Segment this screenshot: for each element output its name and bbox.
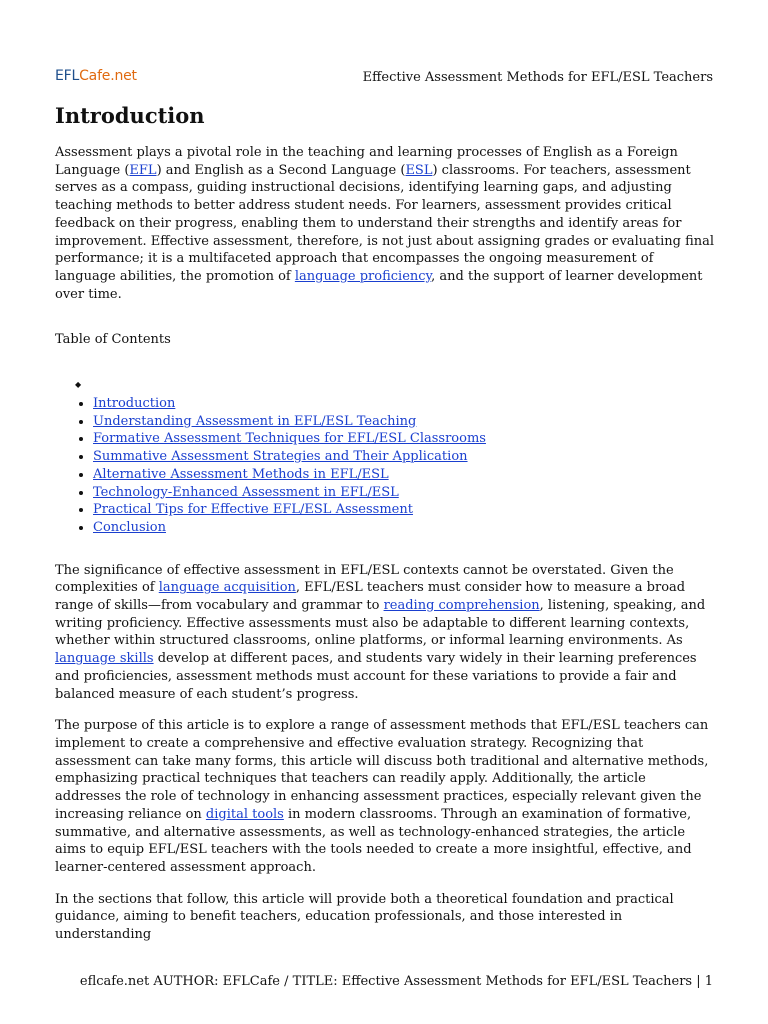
header-document-title: Effective Assessment Methods for EFL/ESL Teachers	[362, 70, 713, 85]
logo-text-cafe: Cafe.net	[79, 68, 137, 84]
article-body	[55, 144, 715, 958]
toc-item	[93, 466, 715, 484]
toc-link-practical-tips[interactable]: Practical Tips for Effective EFL/ESL Assessment	[93, 502, 413, 518]
language-skills-link[interactable]: language skills	[55, 651, 154, 667]
language-acquisition-link[interactable]: language acquisition	[158, 580, 296, 596]
site-logo[interactable]	[55, 68, 137, 84]
esl-link[interactable]: ESL	[405, 162, 433, 178]
toc-link-introduction[interactable]: Introduction	[93, 396, 176, 412]
intro-text-1: Assessment plays a pivotal role in the teaching and learning processes of English as a Foreign Language (	[55, 145, 678, 178]
toc-link-technology-enhanced[interactable]: Technology-Enhanced Assessment in EFL/ESL	[93, 484, 399, 500]
toc-toggle[interactable]	[75, 371, 715, 395]
language-proficiency-link[interactable]: language proficiency	[294, 268, 432, 284]
digital-tools-link[interactable]: digital tools	[205, 806, 284, 822]
toc-link-alternative-assessment[interactable]: Alternative Assessment Methods in EFL/ESL	[93, 466, 389, 482]
toc-item	[93, 395, 715, 413]
intro-text-4: , and the support of learner development over time.	[55, 268, 703, 302]
efl-link[interactable]: EFL	[129, 162, 157, 178]
intro-paragraph	[55, 144, 715, 303]
toc-item	[93, 501, 715, 519]
para2-text-2: , EFL/ESL teachers must consider how to measure a broad range of skills—from vocabulary and grammar to	[55, 580, 686, 614]
toc-toggle-icon: ◆	[75, 380, 82, 390]
purpose-paragraph	[55, 717, 715, 876]
toc-item	[93, 448, 715, 466]
para3-text-1: The purpose of this article is to explore a range of assessment methods that EFL/ESL teachers can implement to create a comprehensive and effective evaluation strategy. Recognizing that assessment can take many forms, this article will discuss both traditional and alternative methods, emphasizing practical techniques that teachers can readily apply. Additionally, the article addresses the role of technology in enhancing assessment practices, especially relevant given the increasing reliance on	[55, 718, 709, 822]
reading-comprehension-link[interactable]: reading comprehension	[383, 598, 540, 614]
toc-label: Table of Contents	[55, 332, 171, 348]
toc-item	[93, 430, 715, 448]
toc-item	[93, 484, 715, 502]
page-header	[55, 66, 713, 90]
toc-link-summative-assessment[interactable]: Summative Assessment Strategies and Their Application	[93, 449, 468, 465]
para2-text-4: develop at different paces, and students vary widely in their learning preferences and proficiencies, assessment methods must account for these variations to provide a fair and balanced measure of each student’s progress.	[55, 651, 697, 702]
para2-text-1: The significance of effective assessment in EFL/ESL contexts cannot be overstated. Given the complexities of	[55, 562, 674, 596]
significance-paragraph	[55, 562, 715, 704]
toc-item	[93, 519, 715, 537]
toc-link-understanding-assessment[interactable]: Understanding Assessment in EFL/ESL Teaching	[93, 413, 417, 429]
para3-text-2: in modern classrooms. Through an examination of formative, summative, and alternative assessments, as well as technology-enhanced strategies, the article aims to equip EFL/ESL teachers with the tools needed to create a more insightful, effective, and learner-centered assessment approach.	[55, 806, 692, 875]
para2-text-3: , listening, speaking, and writing proficiency. Effective assessments must also be adaptable to different learning contexts, whether within structured classrooms, online platforms, or informal learning environments. As	[55, 598, 706, 649]
table-of-contents	[55, 371, 715, 537]
sections-paragraph: In the sections that follow, this article will provide both a theoretical foundation and practical guidance, aiming to benefit teachers, education professionals, and those interested in understanding	[55, 891, 674, 943]
intro-text-2: ) and English as a Second Language (	[156, 162, 406, 178]
logo-text-efl: EFL	[55, 68, 80, 84]
intro-text-3: ) classrooms. For teachers, assessment serves as a compass, guiding instructional decisions, identifying learning gaps, and adjusting teaching methods to better address student needs. For learners, assessment provides critical feedback on their progress, enabling them to understand their strengths and identify areas for improvement. Effective assessment, therefore, is not just about assigning grades or evaluating final performance; it is a multifaceted approach that encompasses the ongoing measurement of language abilities, the promotion of	[55, 162, 715, 284]
toc-item	[93, 413, 715, 431]
section-heading: Introduction	[55, 103, 205, 128]
toc-link-conclusion[interactable]: Conclusion	[93, 519, 166, 535]
page-footer: eflcafe.net AUTHOR: EFLCafe / TITLE: Effective Assessment Methods for EFL/ESL Teachers | 1	[79, 974, 713, 989]
toc-link-formative-assessment[interactable]: Formative Assessment Techniques for EFL/ESL Classrooms	[93, 431, 486, 447]
